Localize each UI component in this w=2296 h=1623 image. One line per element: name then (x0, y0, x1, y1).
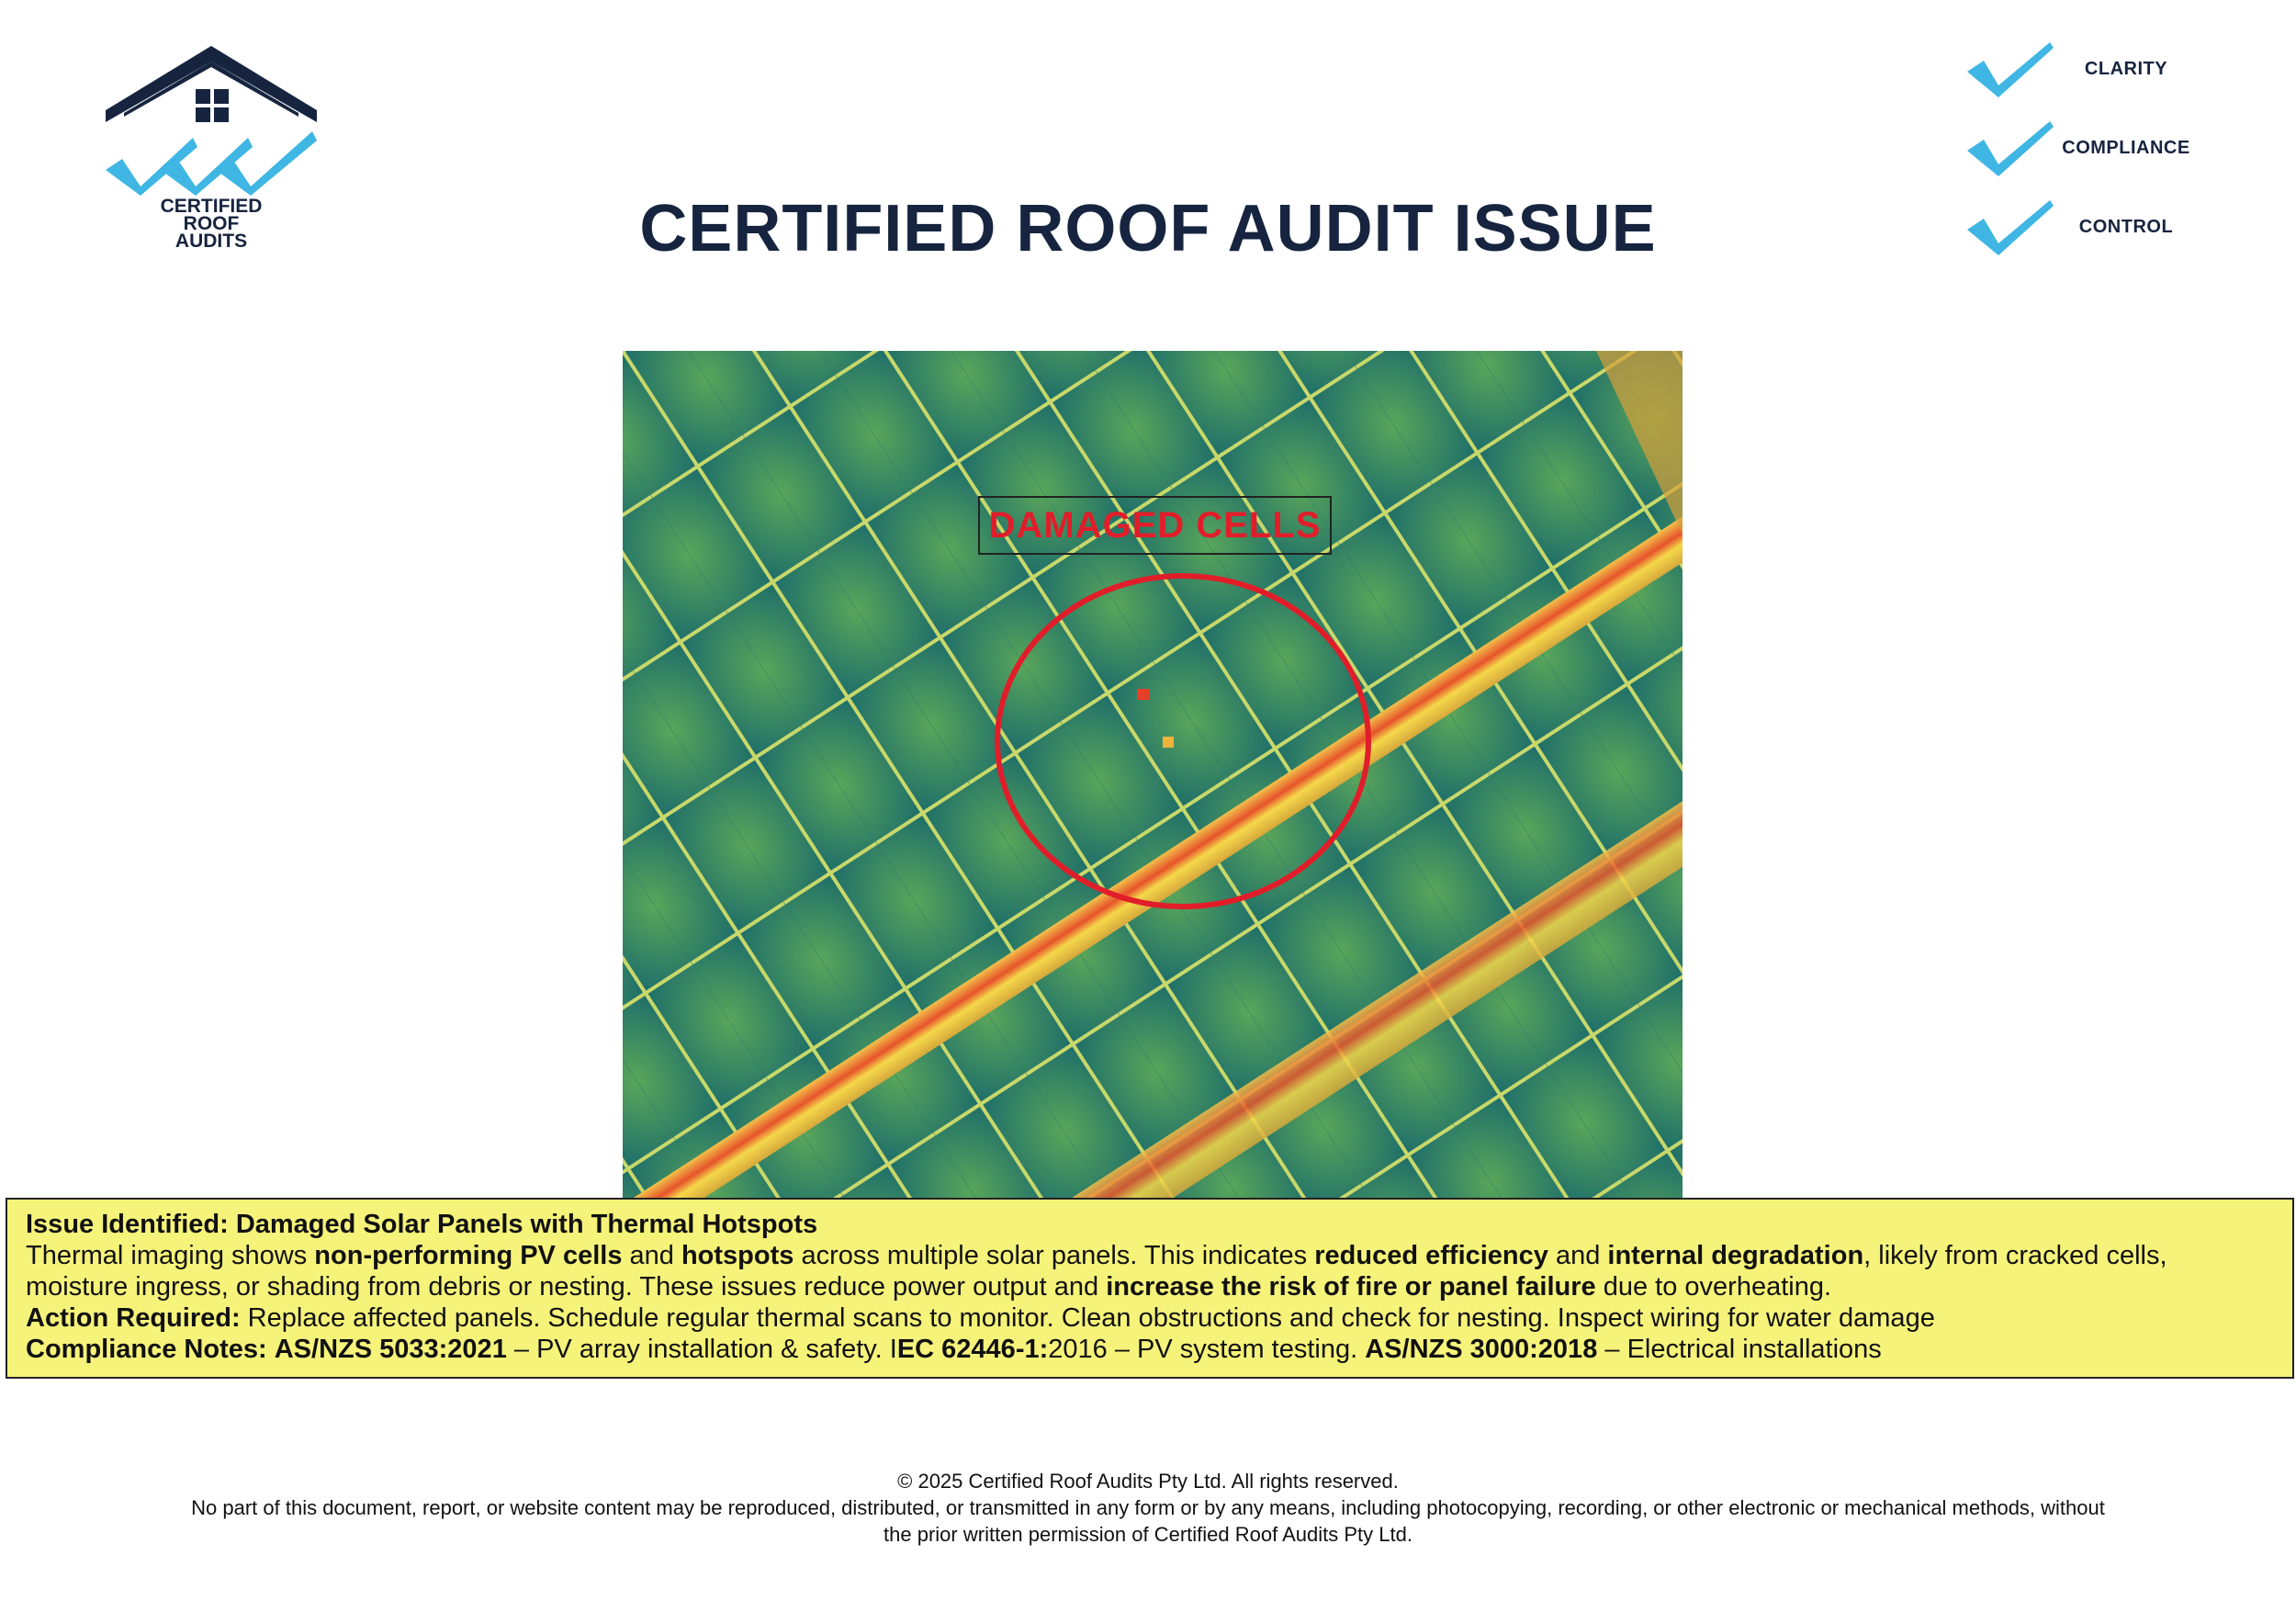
pillar-label: COMPLIANCE (2062, 138, 2190, 158)
logo-line-3: AUDITS (174, 231, 248, 252)
page-title: CERTIFIED ROOF AUDIT ISSUE (639, 192, 1657, 265)
issue-heading: Issue Identified: Damaged Solar Panels with Thermal Hotspots (26, 1210, 818, 1239)
compliance-notes: Compliance Notes: AS/NZS 5033:2021 – PV array installation & safety. IEC 62446-1:2016 – PV system testing. AS/NZS 3000:2018 – Electrical installations (26, 1335, 1882, 1364)
pillar-control (1965, 193, 2204, 272)
pillar-compliance (1965, 114, 2204, 193)
pillar-clarity (1965, 35, 2204, 114)
copyright-notice-2: the prior written permission of Certified Roof Audits Pty Ltd. (884, 1523, 1412, 1546)
copyright-notice-1: No part of this document, report, or website content may be reproduced, distributed, or transmitted in any form or by any means, including photocopying, recording, or other electronic or mechanical methods, without (191, 1496, 2105, 1519)
pillar-label: CONTROL (2078, 217, 2174, 237)
checkmark-icon (1965, 114, 2057, 178)
action-required: Action Required: Replace affected panels. Schedule regular thermal scans to monitor. Clean obstructions and check for nesting. Inspect wiring for water damage (26, 1303, 1935, 1333)
logo-line-2: ROOF (183, 213, 240, 234)
house-with-checkmarks-icon (96, 41, 326, 197)
checkmark-icon (1965, 35, 2057, 99)
logo-line-1: CERTIFIED (160, 196, 263, 217)
issue-summary-box (6, 1198, 2294, 1379)
damaged-cells-annotation: DAMAGED CELLS (978, 496, 1332, 555)
thermal-solar-image (623, 351, 1683, 1200)
issue-body: Thermal imaging shows non-performing PV cells and hotspots across multiple solar panels. This indicates reduced efficiency and internal degradation, likely from cracked cells, moisture ingress, or shading from debris or nesting. These issues reduce power output and increase the risk of fire or panel failure due to overheating. (26, 1241, 2167, 1302)
footer (73, 1468, 2223, 1548)
copyright-text: © 2025 Certified Roof Audits Pty Ltd. All rights reserved. (897, 1470, 1399, 1493)
pillar-label: CLARITY (2084, 59, 2168, 79)
pillars-list (1965, 35, 2204, 272)
checkmark-icon (1965, 193, 2057, 257)
